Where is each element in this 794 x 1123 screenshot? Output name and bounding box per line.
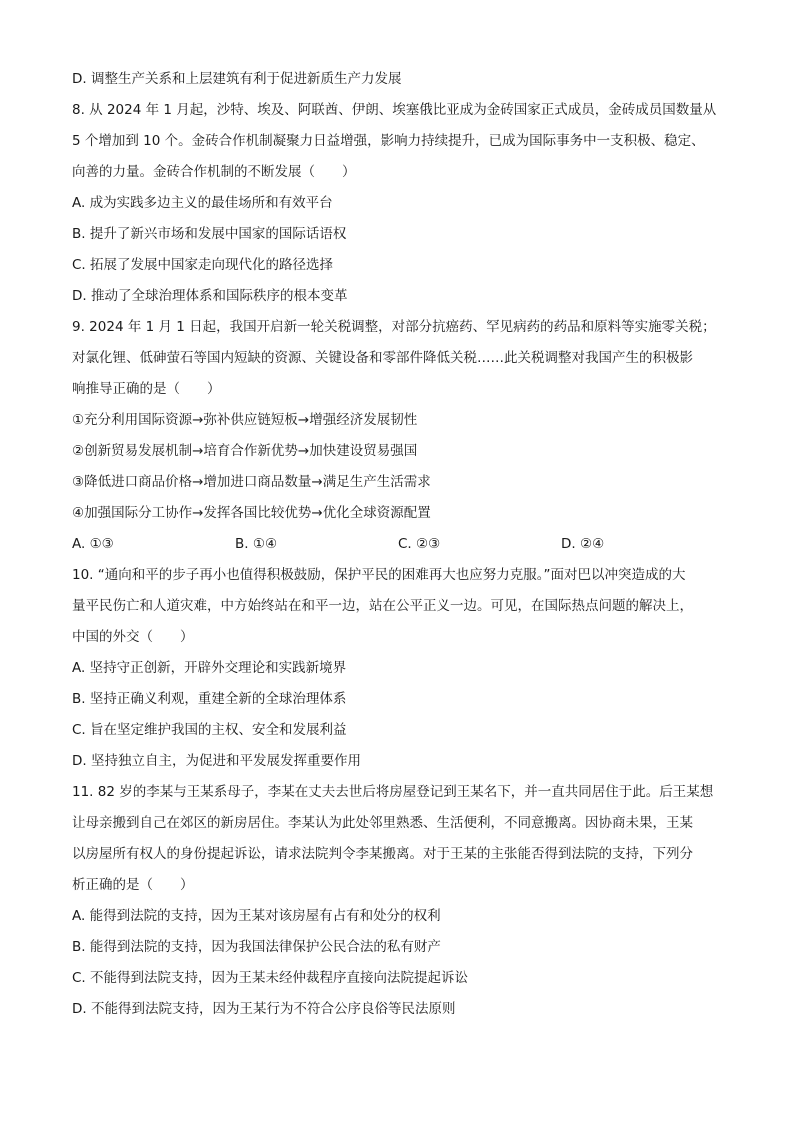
q10-stem-line: 10. “通向和平的步子再小也值得积极鼓励，保护平民的困难再大也应努力克服。”面对巴以冲突造成的大	[72, 567, 686, 583]
q9-stem-line: 对氯化锂、低砷萤石等国内短缺的资源、关键设备和零部件降低关税……此关税调整对我国产生的积极影	[72, 350, 693, 366]
q11-option-c: C. 不能得到法院支持，因为王某未经仲裁程序直接向法院提起诉讼	[72, 970, 469, 986]
q10-stem-line: 中国的外交（ ）	[72, 629, 194, 645]
q9-choices	[72, 529, 724, 560]
q9-statement-3: ③降低进口商品价格→增加进口商品数量→满足生产生活需求	[72, 474, 431, 490]
question-10	[72, 560, 724, 777]
q9-statement-4: ④加强国际分工协作→发挥各国比较优势→优化全球资源配置	[72, 505, 431, 521]
q9-statement-1: ①充分利用国际资源→弥补供应链短板→增强经济发展韧性	[72, 412, 418, 428]
q8-option-b: B. 提升了新兴市场和发展中国家的国际话语权	[72, 226, 347, 242]
q8-option-a: A. 成为实践多边主义的最佳场所和有效平台	[72, 195, 333, 211]
question-8	[72, 95, 724, 312]
q9-statement-2: ②创新贸易发展机制→培育合作新优势→加快建设贸易强国	[72, 443, 418, 459]
q9-stem-line: 响推导正确的是（ ）	[72, 381, 221, 397]
q10-stem-line: 量平民伤亡和人道灾难，中方始终站在和平一边，站在公平正义一边。可见，在国际热点问题的解决上，	[72, 598, 693, 614]
q11-stem-line: 以房屋所有权人的身份提起诉讼，请求法院判令李某搬离。对于王某的主张能否得到法院的支持，下列分	[72, 846, 693, 862]
exam-page	[72, 64, 724, 1025]
q8-stem-line: 向善的力量。金砖合作机制的不断发展（ ）	[72, 164, 356, 180]
q10-option-b: B. 坚持正确义利观，重建全新的全球治理体系	[72, 691, 347, 707]
q11-option-b: B. 能得到法院的支持，因为我国法律保护公民合法的私有财产	[72, 939, 441, 955]
q7-option-d: D. 调整生产关系和上层建筑有利于促进新质生产力发展	[72, 71, 402, 87]
q11-stem-line: 析正确的是（ ）	[72, 877, 194, 893]
q9-choice-d: D. ②④	[561, 536, 605, 552]
q9-stem-line: 9. 2024 年 1 月 1 日起，我国开启新一轮关税调整，对部分抗癌药、罕见病药的药品和原料等实施零关税；	[72, 319, 716, 335]
q10-option-d: D. 坚持独立自主，为促进和平发展发挥重要作用	[72, 753, 361, 769]
q11-stem-line: 11. 82 岁的李某与王某系母子，李某在丈夫去世后将房屋登记到王某名下，并一直共同居住于此。后王某想	[72, 784, 714, 800]
q10-option-a: A. 坚持守正创新，开辟外交理论和实践新境界	[72, 660, 347, 676]
question-9	[72, 312, 724, 560]
question-11	[72, 777, 724, 1025]
q11-stem-line: 让母亲搬到自己在郊区的新房居住。李某认为此处邻里熟悉、生活便利，不同意搬离。因协商未果，王某	[72, 815, 693, 831]
q8-option-c: C. 拓展了发展中国家走向现代化的路径选择	[72, 257, 334, 273]
q9-choice-c: C. ②③	[398, 536, 441, 552]
q8-stem-line: 5 个增加到 10 个。金砖合作机制凝聚力日益增强，影响力持续提升，已成为国际事务中一支积极、稳定、	[72, 133, 705, 149]
q8-stem-line: 8. 从 2024 年 1 月起，沙特、埃及、阿联酋、伊朗、埃塞俄比亚成为金砖国家正式成员，金砖成员国数量从	[72, 102, 717, 118]
q9-choice-b: B. ①④	[235, 536, 278, 552]
q11-option-a: A. 能得到法院的支持，因为王某对该房屋有占有和处分的权利	[72, 908, 441, 924]
q11-option-d: D. 不能得到法院支持，因为王某行为不符合公序良俗等民法原则	[72, 1001, 456, 1017]
q10-option-c: C. 旨在坚定维护我国的主权、安全和发展利益	[72, 722, 347, 738]
q8-option-d: D. 推动了全球治理体系和国际秩序的根本变革	[72, 288, 348, 304]
q9-choice-a: A. ①③	[72, 536, 114, 552]
